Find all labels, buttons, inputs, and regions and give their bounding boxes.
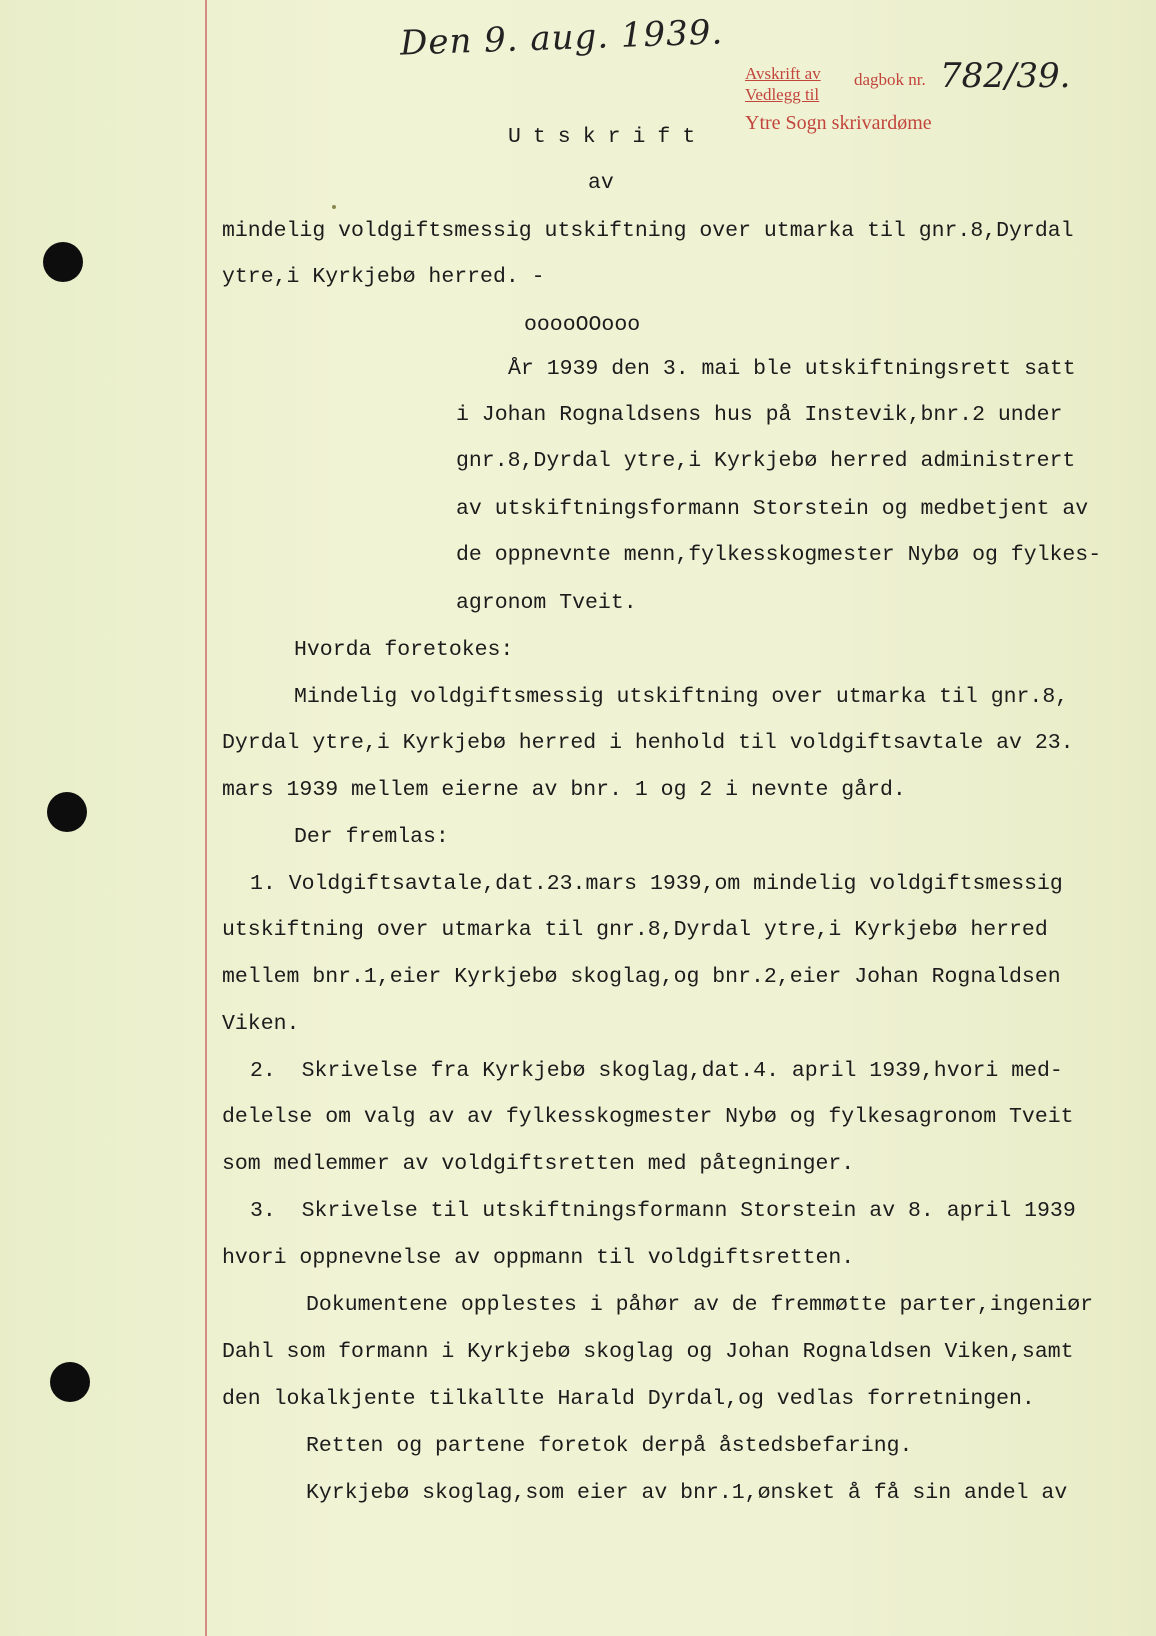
ink-dot bbox=[332, 205, 336, 209]
text-line: delelse om valg av av fylkesskogmester Nybø og fylkesagronom Tveit bbox=[222, 1105, 1074, 1129]
text-line: hvori oppnevnelse av oppmann til voldgiftsretten. bbox=[222, 1246, 855, 1270]
stamp-avskrift: Avskrift av bbox=[745, 64, 821, 83]
document-title: Utskrift bbox=[508, 125, 708, 149]
journal-number: 782/39. bbox=[940, 56, 1071, 96]
document-subtitle: av bbox=[588, 171, 614, 195]
stamp-office: Ytre Sogn skrivardøme bbox=[745, 112, 932, 134]
text-line: Viken. bbox=[222, 1012, 300, 1036]
text-line: ytre,i Kyrkjebø herred. - bbox=[222, 265, 545, 289]
text-line: Retten og partene foretok derpå åstedsbefaring. bbox=[306, 1434, 913, 1458]
text-line: Kyrkjebø skoglag,som eier av bnr.1,ønsket å få sin andel av bbox=[306, 1481, 1068, 1505]
separator: ooooOOooo bbox=[524, 313, 641, 337]
text-line: Hvorda foretokes: bbox=[294, 638, 514, 662]
punch-hole-middle bbox=[47, 792, 87, 832]
stamp-dagbok-label: dagbok nr. bbox=[854, 70, 926, 89]
text-line: gnr.8,Dyrdal ytre,i Kyrkjebø herred administrert bbox=[456, 449, 1076, 473]
text-line: mindelig voldgiftsmessig utskiftning over utmarka til gnr.8,Dyrdal bbox=[222, 219, 1074, 243]
punch-hole-bottom bbox=[50, 1362, 90, 1402]
text-line: som medlemmer av voldgiftsretten med påtegninger. bbox=[222, 1152, 855, 1176]
text-line: Dokumentene opplestes i påhør av de fremmøtte parter,ingeniør bbox=[306, 1293, 1094, 1317]
stamp-vedlegg: Vedlegg til bbox=[745, 85, 820, 104]
text-line: i Johan Rognaldsens hus på Instevik,bnr.2 under bbox=[456, 403, 1063, 427]
list-item: 3. Skrivelse til utskiftningsformann Storstein av 8. april 1939 bbox=[250, 1199, 1076, 1223]
handwritten-date: Den 9. aug. 1939. bbox=[399, 12, 724, 64]
margin-line bbox=[205, 0, 207, 1636]
text-line: Dyrdal ytre,i Kyrkjebø herred i henhold til voldgiftsavtale av 23. bbox=[222, 731, 1074, 755]
list-item: 2. Skrivelse fra Kyrkjebø skoglag,dat.4. april 1939,hvori med- bbox=[250, 1059, 1063, 1083]
text-line: Mindelig voldgiftsmessig utskiftning over utmarka til gnr.8, bbox=[294, 685, 1069, 709]
text-line: Der fremlas: bbox=[294, 825, 449, 849]
text-line: mars 1939 mellem eierne av bnr. 1 og 2 i nevnte gård. bbox=[222, 778, 906, 802]
text-line: de oppnevnte menn,fylkesskogmester Nybø og fylkes- bbox=[456, 543, 1102, 567]
text-line: av utskiftningsformann Storstein og medbetjent av bbox=[456, 497, 1089, 521]
punch-hole-top bbox=[43, 242, 83, 282]
text-line: utskiftning over utmarka til gnr.8,Dyrdal ytre,i Kyrkjebø herred bbox=[222, 918, 1048, 942]
text-line: År 1939 den 3. mai ble utskiftningsrett satt bbox=[508, 357, 1076, 381]
text-line: Dahl som formann i Kyrkjebø skoglag og Johan Rognaldsen Viken,samt bbox=[222, 1340, 1074, 1364]
text-line: den lokalkjente tilkallte Harald Dyrdal,og vedlas forretningen. bbox=[222, 1387, 1035, 1411]
list-item: 1. Voldgiftsavtale,dat.23.mars 1939,om mindelig voldgiftsmessig bbox=[250, 872, 1063, 896]
text-line: agronom Tveit. bbox=[456, 591, 637, 615]
text-line: mellem bnr.1,eier Kyrkjebø skoglag,og bnr.2,eier Johan Rognaldsen bbox=[222, 965, 1061, 989]
